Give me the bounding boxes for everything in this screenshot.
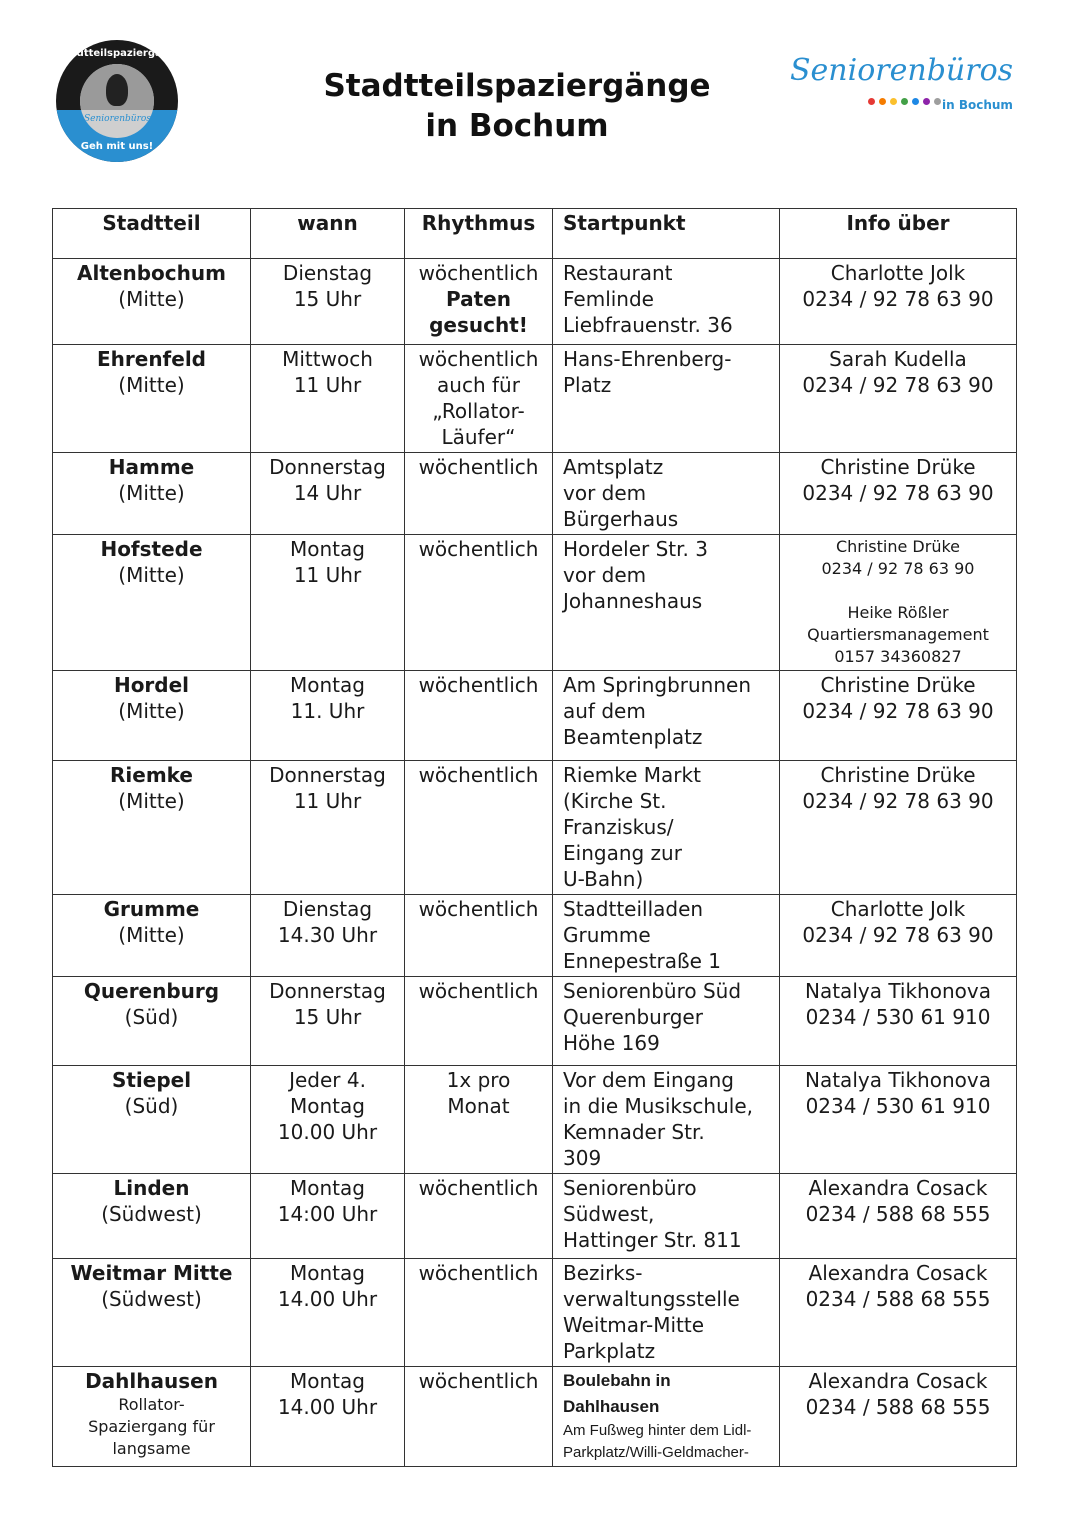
district-area: (Südwest) (101, 1202, 202, 1226)
table-row (53, 977, 1017, 1066)
district-cell (53, 1174, 251, 1259)
contact-phone: 0234 / 92 78 63 90 (802, 373, 994, 397)
contact-phone: 0234 / 92 78 63 90 (802, 481, 994, 505)
badge-photo (80, 64, 154, 138)
contact-name: Charlotte Jolk (830, 897, 966, 921)
district-cell (53, 259, 251, 345)
district-name: Dahlhausen (85, 1369, 218, 1393)
when-cell (251, 977, 405, 1066)
start-line: in die Musikschule, (563, 1094, 753, 1118)
when-cell (251, 1259, 405, 1367)
start-cell (553, 345, 780, 453)
info-cell (780, 345, 1017, 453)
rhythm: 1x pro (446, 1068, 511, 1092)
start-cell (553, 259, 780, 345)
rhythm-cell (405, 1066, 553, 1174)
info-cell (780, 453, 1017, 535)
when-cell (251, 1066, 405, 1174)
contact-phone: 0234 / 92 78 63 90 (802, 789, 994, 813)
district-name: Ehrenfeld (96, 347, 206, 371)
info-cell (780, 1174, 1017, 1259)
district-area: (Mitte) (118, 563, 185, 587)
start-line: Stadtteilladen (563, 897, 704, 921)
rhythm-cell (405, 259, 553, 345)
start-cell (553, 453, 780, 535)
day: Montag (290, 1261, 365, 1285)
rhythm: wöchentlich (418, 763, 539, 787)
start-line: Höhe 169 (563, 1031, 660, 1055)
rhythm-cell (405, 453, 553, 535)
info-cell (780, 1066, 1017, 1174)
title-line-2: in Bochum (425, 108, 609, 144)
contact-name: Christine Drüke (820, 455, 976, 479)
info-cell (780, 895, 1017, 977)
contact-name: Alexandra Cosack (808, 1369, 988, 1393)
start-cell (553, 671, 780, 761)
rhythm: wöchentlich (418, 673, 539, 697)
brand-dot (879, 98, 886, 105)
rhythm-cell (405, 1367, 553, 1467)
district-name: Linden (113, 1176, 190, 1200)
time: 14.00 Uhr (277, 1395, 378, 1419)
brand-dot (868, 98, 875, 105)
column-header-when: wann (251, 209, 405, 259)
rhythm: wöchentlich (418, 537, 539, 561)
district-name: Grumme (103, 897, 200, 921)
bird-icon (106, 74, 128, 106)
start-line: Querenburger (563, 1005, 703, 1029)
rhythm-cell (405, 977, 553, 1066)
info-cell (780, 671, 1017, 761)
column-header-rhythm: Rhythmus (405, 209, 553, 259)
district-name: Hordel (113, 673, 190, 697)
rhythm: wöchentlich (418, 1369, 539, 1393)
rhythm-extra: auch für (437, 373, 520, 397)
start-cell (553, 1174, 780, 1259)
contact-phone: 0234 / 92 78 63 90 (802, 287, 994, 311)
brand-dots (868, 90, 945, 109)
info-cell (780, 761, 1017, 895)
start-line: Seniorenbüro (563, 1176, 697, 1200)
district-area: (Mitte) (118, 699, 185, 723)
district-area: (Mitte) (118, 481, 185, 505)
table-row (53, 535, 1017, 671)
time: 11. Uhr (290, 699, 365, 723)
day: Dienstag (282, 261, 373, 285)
start-line: Kemnader Str. (563, 1120, 705, 1144)
brand-dot (934, 98, 941, 105)
day: Donnerstag (269, 979, 386, 1003)
district-area: (Mitte) (118, 287, 185, 311)
column-header-info: Info über (780, 209, 1017, 259)
column-header-start: Startpunkt (553, 209, 780, 259)
contact-phone: 0234 / 530 61 910 (805, 1005, 991, 1029)
district-note: langsame (112, 1439, 191, 1458)
contact-name: Natalya Tikhonova (805, 1068, 991, 1092)
table-header-row (53, 209, 1017, 259)
rhythm-cell (405, 1174, 553, 1259)
contact-name: Sarah Kudella (829, 347, 967, 371)
district-area: (Südwest) (101, 1287, 202, 1311)
table-row (53, 1259, 1017, 1367)
district-area: (Mitte) (118, 789, 185, 813)
start-line-detail: Parkplatz/Willi-Geldmacher- (563, 1444, 749, 1461)
district-cell (53, 345, 251, 453)
rhythm-note: Paten gesucht! (429, 287, 528, 337)
start-cell (553, 761, 780, 895)
start-line: U-Bahn) (563, 867, 644, 891)
start-line: vor dem (563, 481, 647, 505)
start-line: Ennepestraße 1 (563, 949, 722, 973)
contact-name: Charlotte Jolk (830, 261, 966, 285)
rhythm: wöchentlich (418, 1261, 539, 1285)
contact-phone: 0234 / 588 68 555 (805, 1287, 991, 1311)
table-row (53, 345, 1017, 453)
when-cell (251, 761, 405, 895)
day: Montag (290, 1369, 365, 1393)
rhythm: Monat (447, 1094, 510, 1118)
district-name: Querenburg (83, 979, 220, 1003)
district-name: Hofstede (100, 537, 203, 561)
start-line: Johanneshaus (563, 589, 703, 613)
contact-org: Quartiersmanagement (807, 625, 989, 644)
start-line: (Kirche St. (563, 789, 667, 813)
district-cell (53, 1066, 251, 1174)
day: Montag (290, 1176, 365, 1200)
rhythm: wöchentlich (418, 1176, 539, 1200)
district-note: Spaziergang für (88, 1417, 215, 1436)
contact-name: Christine Drüke (820, 763, 976, 787)
rhythm-cell (405, 345, 553, 453)
start-cell (553, 895, 780, 977)
start-line: Hordeler Str. 3 (563, 537, 708, 561)
table-row (53, 895, 1017, 977)
when-cell (251, 259, 405, 345)
rhythm-extra: „Rollator- (432, 399, 525, 423)
day: Montag (290, 673, 365, 697)
district-cell (53, 1259, 251, 1367)
table-row (53, 761, 1017, 895)
contact-phone: 0234 / 92 78 63 90 (802, 699, 994, 723)
contact-name: Heike Rößler (847, 603, 949, 622)
when-cell (251, 671, 405, 761)
schedule-table (52, 208, 1017, 1467)
table-row (53, 671, 1017, 761)
rhythm-cell (405, 761, 553, 895)
district-cell (53, 535, 251, 671)
start-line: vor dem (563, 563, 647, 587)
start-line: Restaurant (563, 261, 673, 285)
start-line: Grumme (563, 923, 651, 947)
district-area: (Mitte) (118, 373, 185, 397)
district-area: (Mitte) (118, 923, 185, 947)
brand-subtitle: in Bochum (942, 98, 1013, 112)
start-line: verwaltungsstelle (563, 1287, 740, 1311)
contact-phone: 0234 / 588 68 555 (805, 1395, 991, 1419)
badge-inner-text: Seniorenbüros (84, 114, 151, 124)
rhythm: wöchentlich (418, 979, 539, 1003)
title-line-1: Stadtteilspaziergänge (323, 68, 711, 104)
contact-name: Christine Drüke (820, 673, 976, 697)
table-row (53, 259, 1017, 345)
district-name: Weitmar Mitte (70, 1261, 233, 1285)
district-cell (53, 977, 251, 1066)
when-cell (251, 895, 405, 977)
day: Mittwoch (282, 347, 373, 371)
info-cell (780, 1259, 1017, 1367)
contact-name: Christine Drüke (835, 537, 961, 556)
time: 15 Uhr (293, 287, 362, 311)
start-line-bold: Dahlhausen (563, 1397, 660, 1416)
rhythm: wöchentlich (418, 897, 539, 921)
start-line: Bezirks- (563, 1261, 643, 1285)
district-area: (Süd) (124, 1094, 179, 1118)
day: Dienstag (282, 897, 373, 921)
time: 14 Uhr (293, 481, 362, 505)
start-cell (553, 535, 780, 671)
contact-phone: 0157 34360827 (834, 647, 962, 666)
rhythm: wöchentlich (418, 455, 539, 479)
table-row (53, 453, 1017, 535)
table-row (53, 1367, 1017, 1467)
day: Donnerstag (269, 763, 386, 787)
info-cell (780, 535, 1017, 671)
contact-name: Natalya Tikhonova (805, 979, 991, 1003)
rhythm-cell (405, 671, 553, 761)
start-cell (553, 977, 780, 1066)
rhythm-cell (405, 535, 553, 671)
time: 11 Uhr (293, 789, 362, 813)
start-cell (553, 1066, 780, 1174)
district-cell (53, 453, 251, 535)
brand-logo (790, 52, 1030, 122)
start-line-bold: Boulebahn in (563, 1371, 671, 1390)
start-cell (553, 1367, 780, 1467)
badge-top-text: Stadtteilspaziergang (57, 48, 177, 59)
rhythm-extra: Läufer“ (441, 425, 516, 449)
when-cell (251, 1367, 405, 1467)
rhythm: wöchentlich (418, 261, 539, 285)
rhythm: wöchentlich (418, 347, 539, 371)
start-line: Hans-Ehrenberg- (563, 347, 732, 371)
day: Jeder 4. (289, 1068, 366, 1092)
contact-phone: 0234 / 92 78 63 90 (821, 559, 975, 578)
table-row (53, 1174, 1017, 1259)
start-line: Riemke Markt (563, 763, 701, 787)
start-line: 309 (563, 1146, 602, 1170)
contact-name: Alexandra Cosack (808, 1261, 988, 1285)
day: Montag (290, 1094, 365, 1118)
info-cell (780, 259, 1017, 345)
spacer (786, 580, 1010, 602)
start-line: Südwest, (563, 1202, 655, 1226)
time: 10.00 Uhr (277, 1120, 378, 1144)
brand-dot (901, 98, 908, 105)
brand-dot (923, 98, 930, 105)
district-name: Altenbochum (77, 261, 226, 285)
start-line: Bürgerhaus (563, 507, 679, 531)
district-name: Stiepel (111, 1068, 192, 1092)
district-area: (Süd) (124, 1005, 179, 1029)
district-cell (53, 761, 251, 895)
start-line: Vor dem Eingang (563, 1068, 734, 1092)
district-note: Rollator- (118, 1395, 185, 1414)
day: Donnerstag (269, 455, 386, 479)
contact-phone: 0234 / 530 61 910 (805, 1094, 991, 1118)
start-line: Am Springbrunnen (563, 673, 751, 697)
badge-bottom-text: Geh mit uns! (80, 141, 154, 152)
start-line: Franziskus/ (563, 815, 674, 839)
time: 11 Uhr (293, 563, 362, 587)
start-line: auf dem (563, 699, 646, 723)
info-cell (780, 1367, 1017, 1467)
district-name: Hamme (108, 455, 195, 479)
brand-dot (890, 98, 897, 105)
time: 14:00 Uhr (277, 1202, 378, 1226)
start-line: Femlinde (563, 287, 654, 311)
district-cell (53, 671, 251, 761)
day: Montag (290, 537, 365, 561)
column-header-district: Stadtteil (53, 209, 251, 259)
time: 11 Uhr (293, 373, 362, 397)
start-line: Seniorenbüro Süd (563, 979, 742, 1003)
district-cell (53, 895, 251, 977)
info-cell (780, 977, 1017, 1066)
contact-name: Alexandra Cosack (808, 1176, 988, 1200)
contact-phone: 0234 / 588 68 555 (805, 1202, 991, 1226)
brand-name: Seniorenbüros (790, 53, 1014, 88)
rhythm-cell (405, 895, 553, 977)
rhythm-cell (405, 1259, 553, 1367)
district-name: Riemke (110, 763, 193, 787)
start-line: Amtsplatz (563, 455, 664, 479)
contact-phone: 0234 / 92 78 63 90 (802, 923, 994, 947)
start-line: Weitmar-Mitte (563, 1313, 705, 1337)
table-row (53, 1066, 1017, 1174)
time: 14.00 Uhr (277, 1287, 378, 1311)
start-line: Beamtenplatz (563, 725, 703, 749)
start-line: Platz (563, 373, 612, 397)
start-line: Hattinger Str. 811 (563, 1228, 742, 1252)
brand-dot (912, 98, 919, 105)
when-cell (251, 453, 405, 535)
start-line: Parkplatz (563, 1339, 656, 1363)
time: 15 Uhr (293, 1005, 362, 1029)
start-cell (553, 1259, 780, 1367)
start-line: Eingang zur (563, 841, 682, 865)
start-line-detail: Am Fußweg hinter dem Lidl- (563, 1422, 752, 1439)
district-cell (53, 1367, 251, 1467)
time: 14.30 Uhr (277, 923, 378, 947)
when-cell (251, 1174, 405, 1259)
start-line: Liebfrauenstr. 36 (563, 313, 733, 337)
page-title (250, 66, 784, 146)
when-cell (251, 345, 405, 453)
when-cell (251, 535, 405, 671)
badge-logo (56, 40, 178, 162)
